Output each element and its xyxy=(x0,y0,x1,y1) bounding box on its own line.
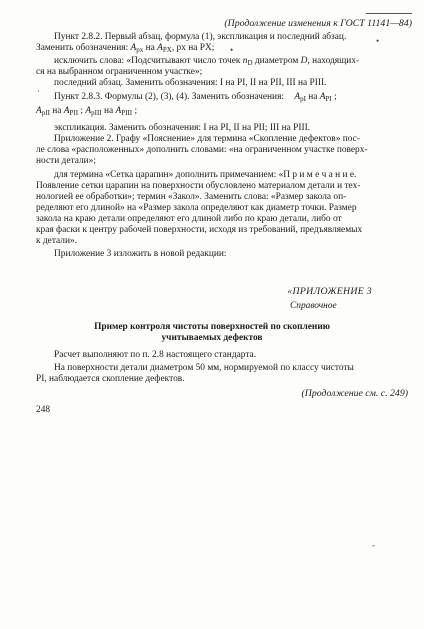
body-line-5: последний абзац. Заменить обозначения: I на PI, II на PII, III на PIII. xyxy=(54,78,327,88)
body-line-2: Заменить обозначения: $A_{px}$ на $A_{PX}$, px на PX; xyxy=(36,43,215,54)
body-line-13: Появление сетки царапин на поверхности обусловлено материалом детали и тех- xyxy=(36,181,361,191)
appendix-title: «ПРИЛОЖЕНИЕ 3 xyxy=(287,286,372,297)
body-line-8: экспликация. Заменить обозначения: I на PI, II на PII; III на PIII. xyxy=(54,123,311,133)
continuation-footer: (Продолжение см. с. 249) xyxy=(301,388,408,399)
stray-mark: - xyxy=(372,540,375,550)
page-number: 248 xyxy=(36,405,51,415)
header-rule xyxy=(366,13,412,14)
stray-mark: · xyxy=(37,86,40,96)
body-line-20: Расчет выполняют по п. 2.8 настоящего стандарта. xyxy=(54,350,257,360)
body-line-19: Приложение 3 изложить в новой редакции: xyxy=(54,249,227,259)
body-line-14: нологией ее обработки»; термин «Закол». Заменить слова: «Размер закола оп- xyxy=(36,192,347,202)
section-heading-line-1: Пример контроля чистоты поверхностей по скоплению xyxy=(94,322,330,332)
stray-mark: • xyxy=(376,36,380,46)
body-line-10: ле слова «расположенных» дополнить словами: «на ограниченном участке поверх- xyxy=(36,145,368,155)
appendix-subtitle: Справочное xyxy=(290,301,337,311)
body-line-17: края фаски к центру рабочей поверхности, исходя из требований, предъявляемых xyxy=(36,225,363,235)
body-line-18: к детали». xyxy=(36,236,78,246)
body-line-4: ся на выбранном ограниченном участке»; xyxy=(36,67,203,77)
body-line-9: Приложение 2. Графу «Пояснение» для термина «Скопление дефектов» пос- xyxy=(54,134,360,144)
section-heading-line-2: учитываемых дефектов xyxy=(161,333,263,343)
body-line-21: На поверхности детали диаметром 50 мм, нормируемой по классу чистоты xyxy=(54,363,354,373)
body-line-15: ределяют его длиной» на «Размер закола определяют как диаметр точки. Размер xyxy=(36,203,357,213)
body-line-11: ности детали»; xyxy=(36,156,96,166)
body-line-6: Пункт 2.8.3. Формулы (2), (3), (4). Заменить обозначения: $A_{pI}$ на $A_{PI}$ ; xyxy=(54,92,337,103)
body-line-22: PI, наблюдается скопление дефектов. xyxy=(36,374,185,384)
continuation-header: (Продолжение изменения к ГОСТ 11141—84) xyxy=(224,18,412,29)
body-line-12: для термина «Сетка царапин» дополнить примечанием: «П р и м е ч а н и е. xyxy=(54,170,357,180)
body-line-16: закола на краю детали определяют его длиной либо по краю детали, либо от xyxy=(36,214,342,224)
body-line-1: Пункт 2.8.2. Первый абзац, формула (1), экспликация и последний абзац. xyxy=(54,32,347,42)
stray-mark: • xyxy=(230,45,234,55)
body-line-7: $A_{pII}$ на $A_{PII}$ ; $A_{pIII}$ на $A_{PIII}$ ; xyxy=(36,106,138,117)
body-line-3: исключить слова: «Подсчитывают число точек $n_D$ диаметром D, находящих- xyxy=(54,56,360,67)
